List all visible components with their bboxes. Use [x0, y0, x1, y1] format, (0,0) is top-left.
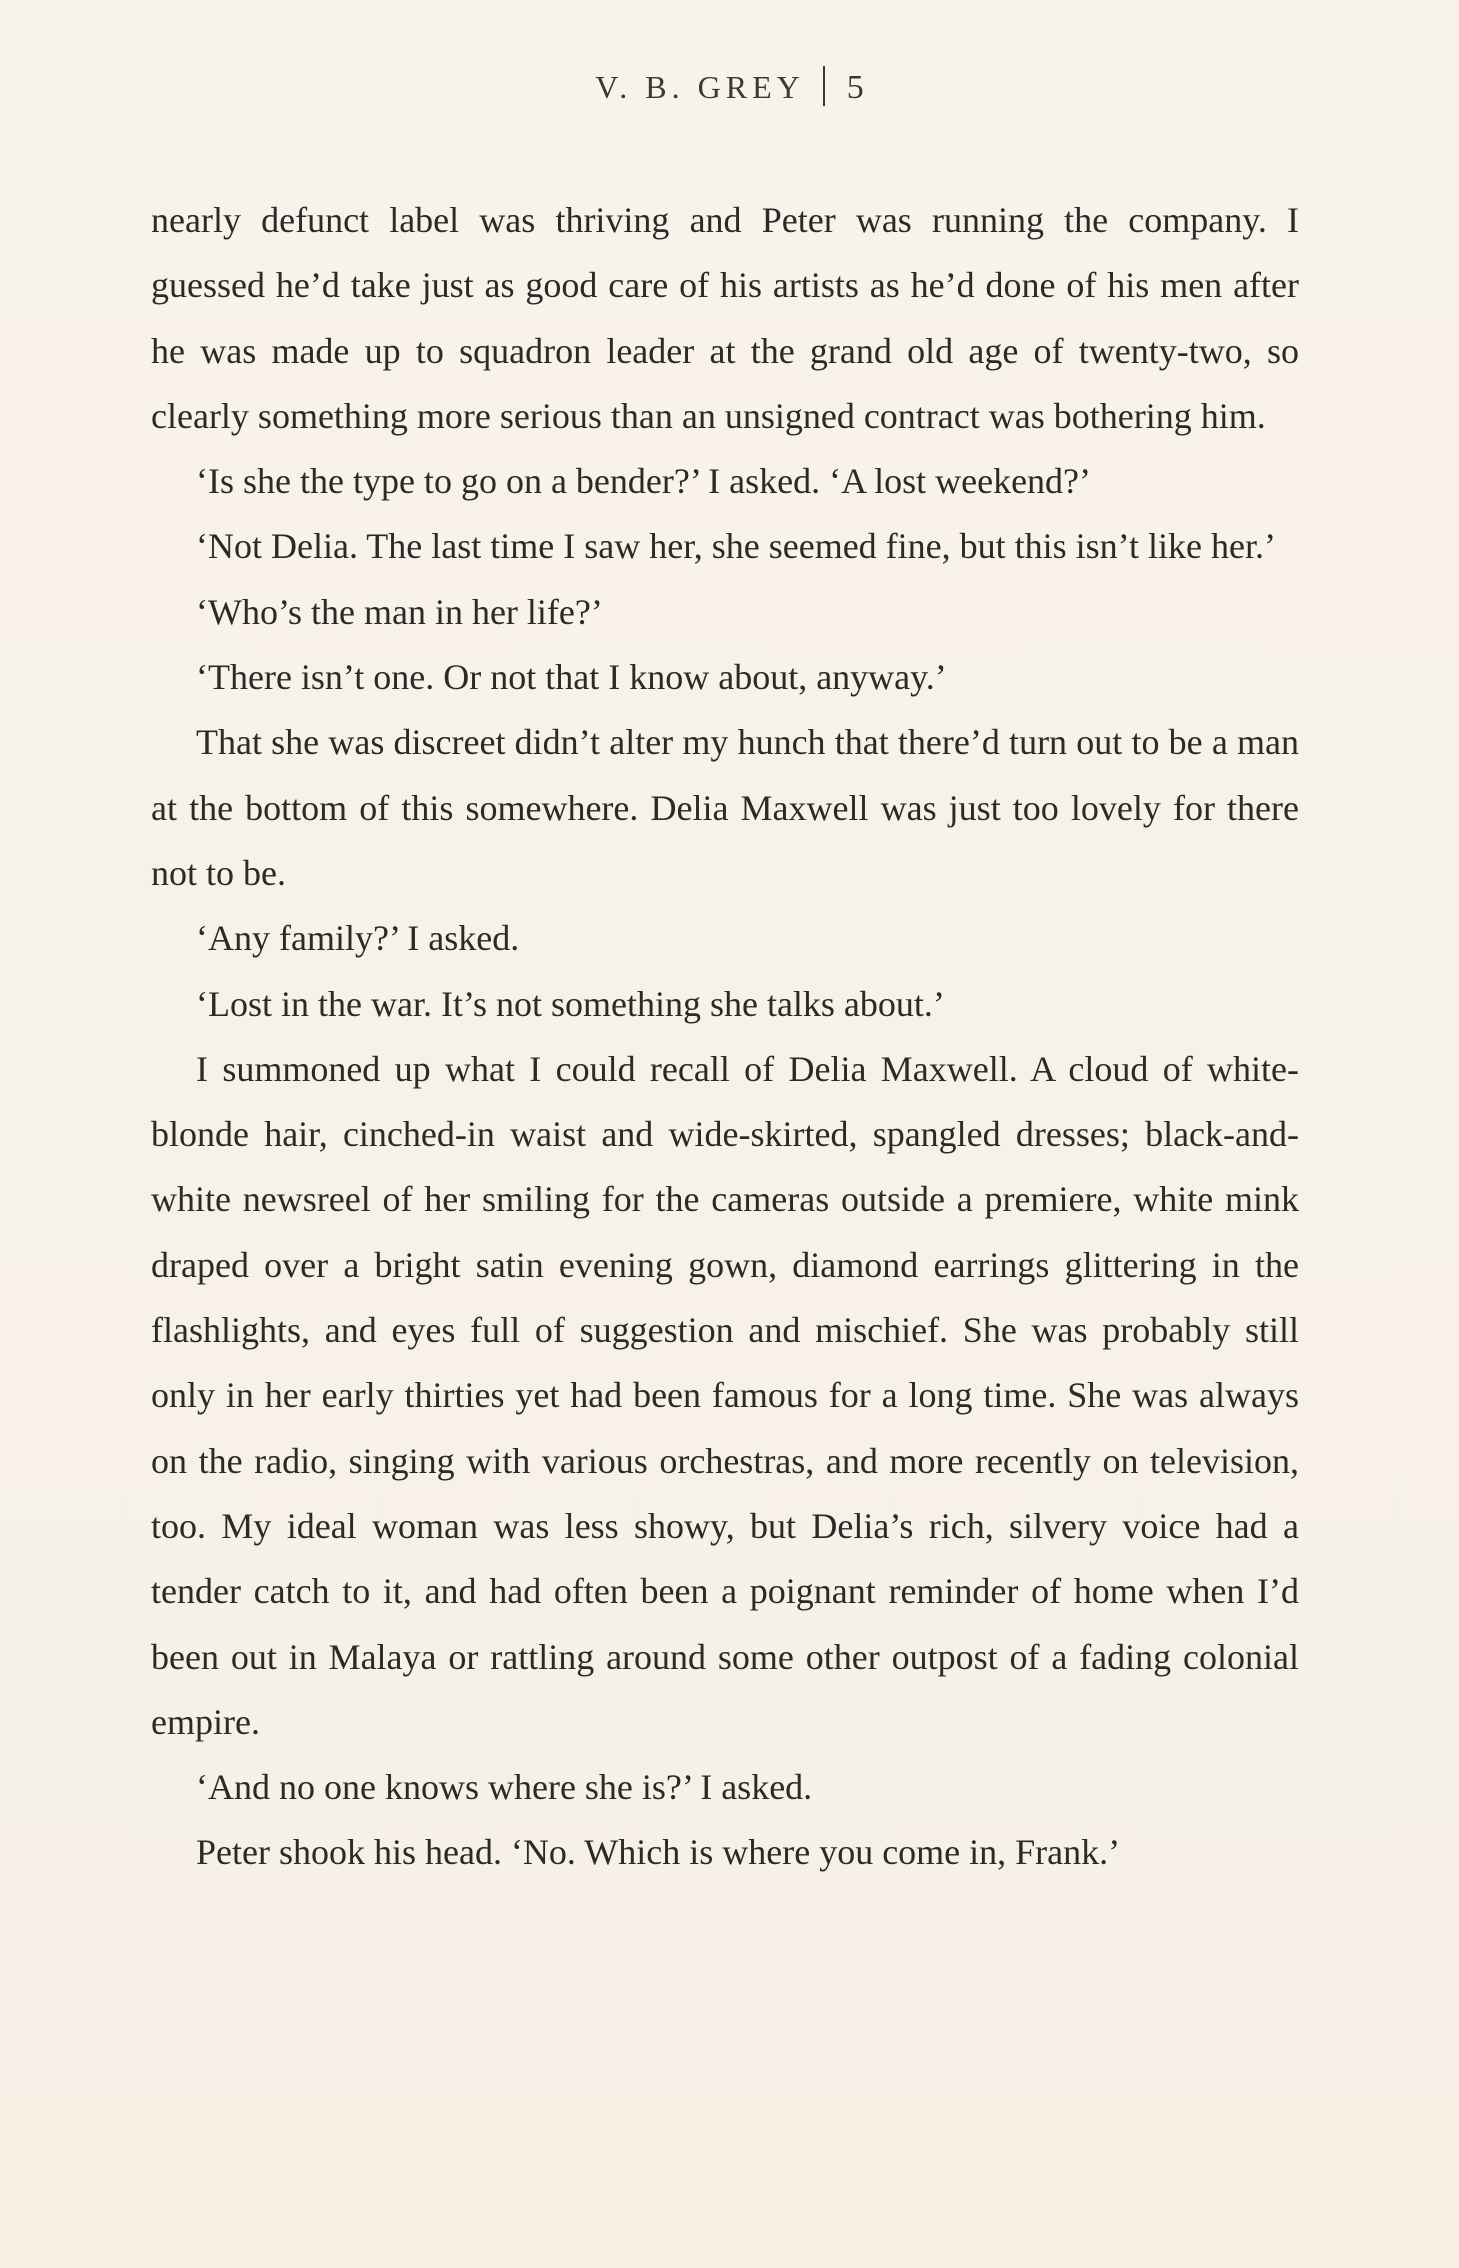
page-number: 5	[846, 69, 864, 106]
header-divider	[823, 66, 825, 106]
paragraph-9: I summoned up what I could recall of Delia Maxwell. A cloud of white-blonde hair, cinched-in waist and wide-skirted, spangled dresses; black-and-white newsreel of her smiling for the cameras outside a premiere, white mink draped over a bright satin evening gown, diamond earrings glittering in the flashlights, and eyes full of suggestion and mischief. She was probably still only in her early thirties yet had been famous for a long time. She was always on the radio, singing with various orchestras, and more recently on television, too. My ideal woman was less showy, but Delia’s rich, silvery voice had a tender catch to it, and had often been a poignant reminder of home when I’d been out in Malaya or rattling around some other outpost of a fading colonial empire.	[151, 1048, 1299, 1742]
running-head	[0, 66, 1459, 107]
paragraph-7: ‘Any family?’ I asked.	[196, 918, 520, 959]
paragraph-10: ‘And no one knows where she is?’ I asked.	[196, 1767, 813, 1808]
paragraph-11: Peter shook his head. ‘No. Which is where you come in, Frank.’	[196, 1832, 1121, 1873]
paragraph-2: ‘Is she the type to go on a bender?’ I asked. ‘A lost weekend?’	[196, 461, 1092, 502]
paragraph-3: ‘Not Delia. The last time I saw her, she seemed fine, but this isn’t like her.’	[196, 526, 1276, 567]
paragraph-6: That she was discreet didn’t alter my hunch that there’d turn out to be a man at the bottom of this somewhere. Delia Maxwell was just too lovely for there not to be.	[151, 722, 1299, 893]
paragraph-8: ‘Lost in the war. It’s not something she talks about.’	[196, 983, 945, 1024]
body-text	[151, 188, 1299, 1886]
paragraph-5: ‘There isn’t one. Or not that I know about, anyway.’	[196, 657, 947, 698]
paragraph-4: ‘Who’s the man in her life?’	[196, 591, 603, 632]
author-name: V. B. GREY	[595, 69, 805, 105]
paragraph-1: nearly defunct label was thriving and Peter was running the company. I guessed he’d take just as good care of his artists as he’d done of his men after he was made up to squadron leader at the grand old age of twenty-two, so clearly something more serious than an unsigned contract was bothering him.	[151, 200, 1299, 436]
